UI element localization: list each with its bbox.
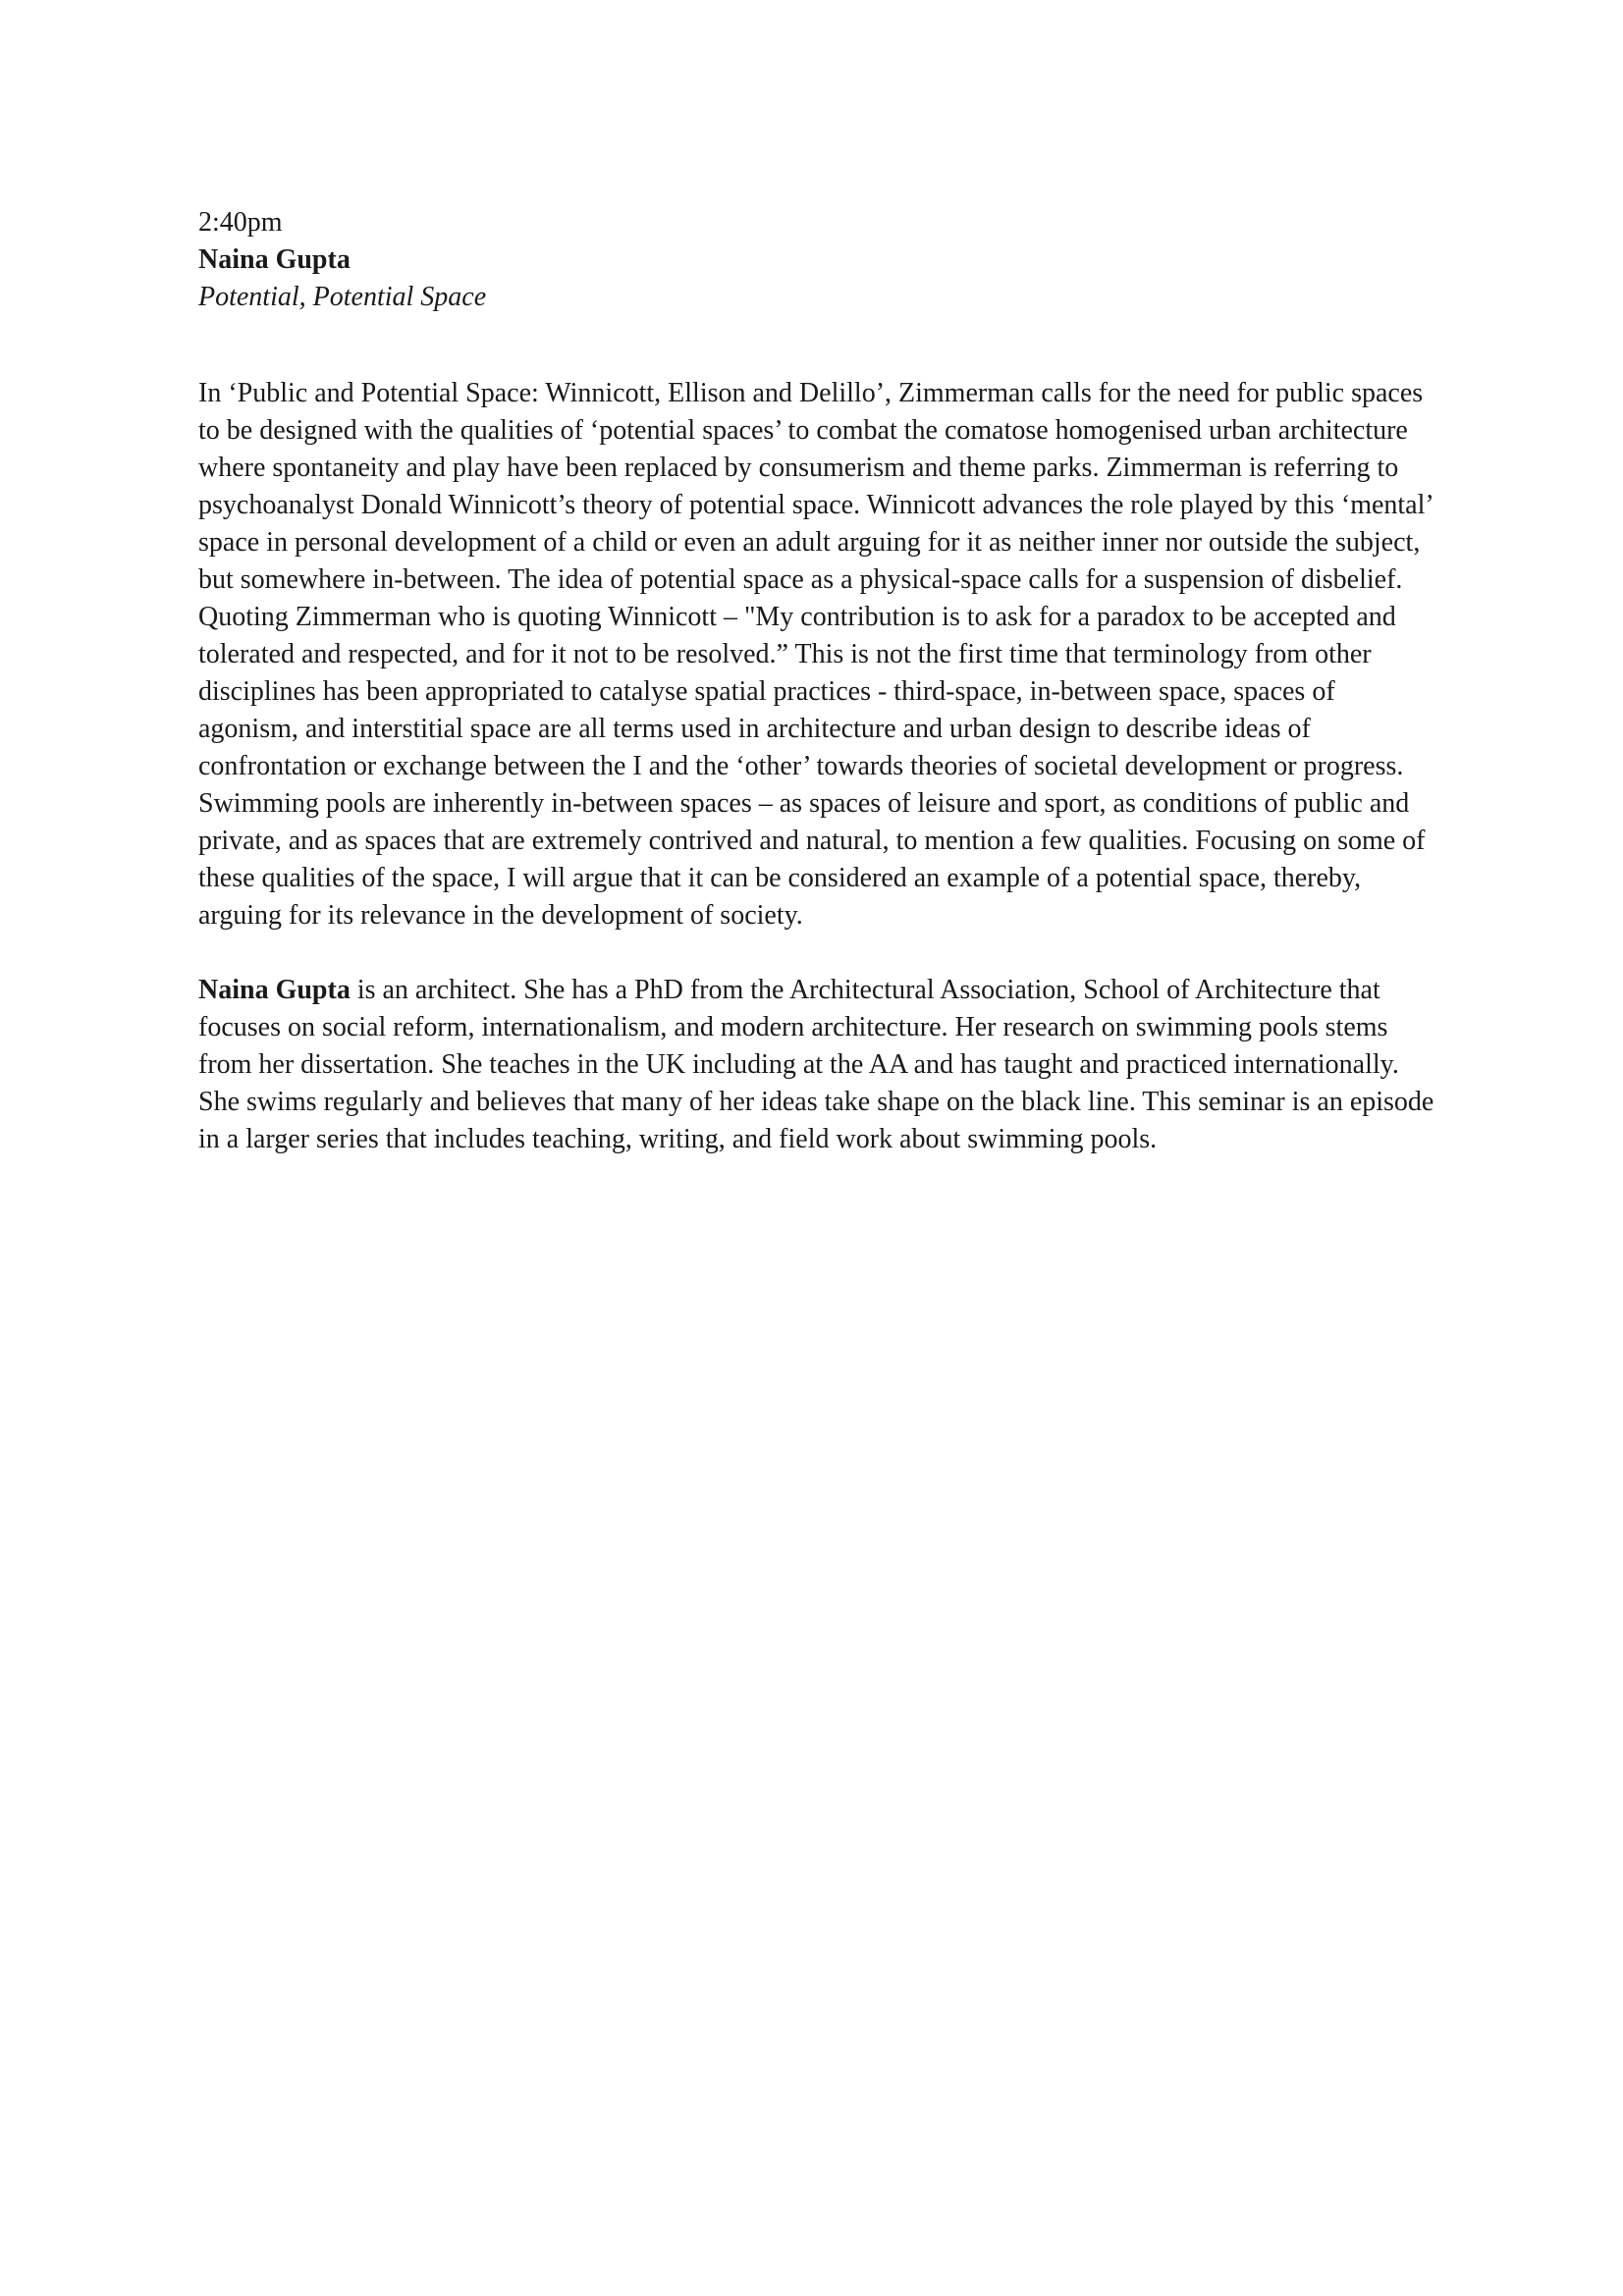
session-time: 2:40pm	[198, 207, 283, 238]
talk-title: Potential, Potential Space	[198, 282, 487, 312]
abstract-paragraph: In ‘Public and Potential Space: Winnicott, Ellison and Delillo’, Zimmerman calls for the need for public spaces to be designed with the qualities of ‘potential spaces’ to combat the comatose homogenised urban architecture where spontaneity and play have been replaced by consumerism and theme parks. Zimmerman is referring to psychoanalyst Donald Winnicott’s theory of potential space. Winnicott advances the role played by this ‘mental’ space in personal development of a child or even an adult arguing for it as neither inner nor outside the subject, but somewhere in-between. The idea of potential space as a physical-space calls for a suspension of disbelief. Quoting Zimmerman who is quoting Winnicott – "My contribution is to ask for a paradox to be accepted and tolerated and respected, and for it not to be resolved.” This is not the first time that terminology from other disciplines has been appropriated to catalyse spatial practices - third-space, in-between space, spaces of agonism, and interstitial space are all terms used in architecture and urban design to describe ideas of confrontation or exchange between the I and the ‘other’ towards theories of societal development or progress. Swimming pools are inherently in-between spaces – as spaces of leisure and sport, as conditions of public and private, and as spaces that are extremely contrived and natural, to mention a few qualities. Focusing on some of these qualities of the space, I will argue that it can be considered an example of a potential space, thereby, arguing for its relevance in the development of society.	[198, 378, 1433, 931]
speaker-name: Naina Gupta	[198, 244, 351, 275]
speaker-bio	[198, 972, 1440, 1158]
document-page	[198, 204, 1440, 1158]
bio-speaker-name: Naina Gupta	[198, 975, 351, 1005]
bio-text: is an architect. She has a PhD from the Architectural Association, School of Architecture that focuses on social reform, internationalism, and modern architecture. Her research on swimming pools stems from her dissertation. She teaches in the UK including at the AA and has taught and practiced internationally. She swims regularly and believes that many of her ideas take shape on the black line. This seminar is an episode in a larger series that includes teaching, writing, and field work about swimming pools.	[198, 975, 1434, 1154]
